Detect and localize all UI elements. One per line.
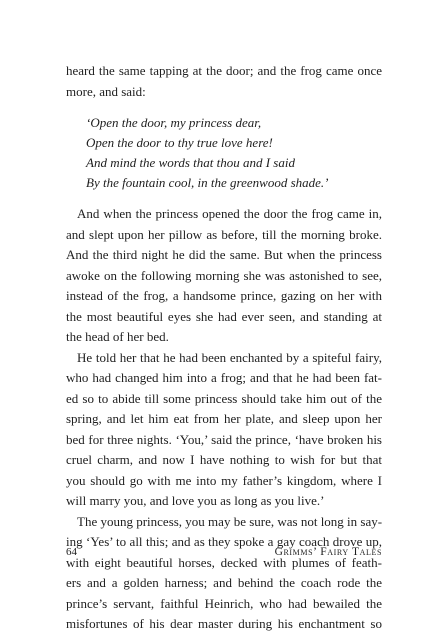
text-line: awoke on the following morning she was astonished to see, [66,267,382,283]
text-line: with eight beautiful horses, decked with plumes of feath- [66,554,382,570]
text-line: misfortunes of his dear master during his enchantment so [66,616,382,631]
verse-line: Open the door to thy true love here! [86,135,273,150]
opening-paragraph [66,61,382,102]
text-line: instead of the frog, a handsome prince, gazing on her with [66,288,382,303]
text-line: will marry you, and love you as long as you live.’ [66,493,325,508]
running-head: Grimms’ Fairy Tales [274,546,382,558]
text-line: you should go with me into my father’s kingdom, where I [66,472,382,488]
text-line: ing ‘Yes’ to all this; and as they spoke a gay coach drove up, [66,534,382,549]
text-line: The young princess, you may be sure, was not long in say- [77,513,383,529]
verse-line: ‘Open the door, my princess dear, [86,115,262,130]
paragraph-prince-explains [66,348,382,512]
text-line: ers and a golden harness; and behind the coach rode the [66,575,382,590]
text-line: And the third night he did the same. But when the princess [66,247,382,262]
text-line: the most beautiful eyes she had ever seen, and standing at [66,308,382,324]
paragraph-princess-opens-door [66,204,382,348]
verse-line: And mind the words that thou and I said [86,155,295,170]
text-line: ed so to abide till some princess should take him out of the [66,390,382,406]
paragraph-coach-arrives [66,512,382,635]
text-line: prince’s servant, faithful Heinrich, who had bewailed the [66,595,382,611]
text-line: the head of her bed. [66,329,169,344]
page-number: 64 [66,546,77,558]
text-line: He told her that he had been enchanted by a spiteful fairy, [77,349,382,365]
text-line: more, and said: [66,83,146,99]
text-line: spring, and let him eat from her plate, and sleep upon her [66,411,382,426]
page-footer [66,546,382,562]
text-line: And when the princess opened the door the frog came in, [77,206,382,221]
text-line: bed for three nights. ‘You,’ said the prince, ‘have broken his [66,431,382,447]
text-line: heard the same tapping at the door; and the frog came once [66,63,382,78]
verse-stanza [66,113,382,193]
verse-line: By the fountain cool, in the greenwood shade.’ [86,175,329,190]
text-line: and slept upon her pillow as before, till the morning broke. [66,226,382,242]
text-line: cruel charm, and now I have nothing to wish for but that [66,452,382,467]
text-line: who had changed him into a frog; and that he had been fat- [66,370,382,385]
